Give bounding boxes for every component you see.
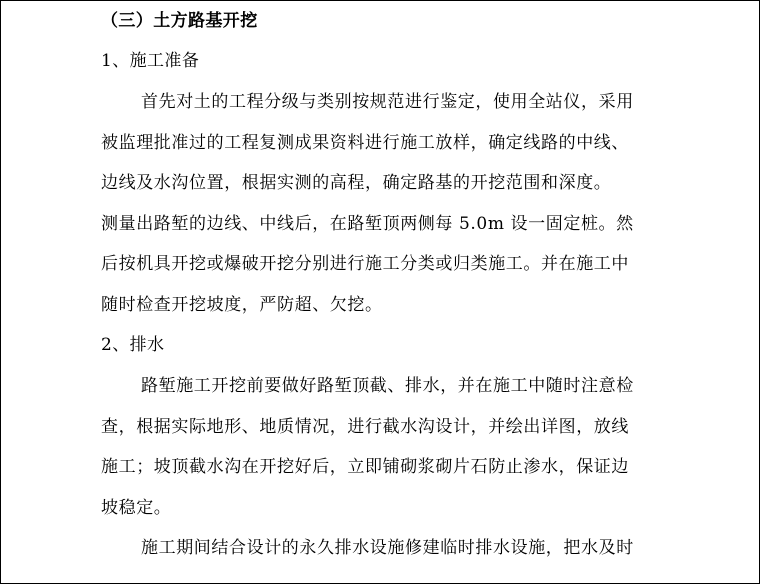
subsection-title-drainage: 2、排水 [101, 335, 165, 355]
paragraph-line: 随时检查开挖坡度，严防超、欠挖。 [101, 294, 383, 315]
paragraph-preparation [101, 82, 661, 325]
paragraph-line: 测量出路堑的边线、中线后，在路堑顶两侧每 5.0m 设一固定桩。然 [101, 213, 634, 234]
paragraph-drainage-1 [101, 366, 661, 528]
paragraph-line: 路堑施工开挖前要做好路堑顶截、排水，并在施工中随时注意检 [141, 376, 634, 396]
document-content [101, 1, 661, 569]
subsection-title-preparation: 1、施工准备 [101, 51, 200, 71]
paragraph-line: 后按机具开挖或爆破开挖分别进行施工分类或归类施工。并在施工中 [101, 254, 629, 274]
paragraph-line: 查，根据实际地形、地质情况，进行截水沟设计，并绘出详图，放线 [101, 416, 629, 437]
paragraph-line: 首先对土的工程分级与类别按规范进行鉴定，使用全站仪，采用 [141, 92, 634, 112]
paragraph-line: 施工；坡顶截水沟在开挖好后，立即铺砌浆砌片石防止渗水，保证边 [101, 457, 629, 477]
paragraph-line: 坡稳定。 [101, 497, 172, 518]
paragraph-drainage-2 [101, 528, 661, 569]
paragraph-line: 被监理批准过的工程复测成果资料进行施工放样，确定线路的中线、 [101, 132, 629, 153]
paragraph-line: 施工期间结合设计的永久排水设施修建临时排水设施，把水及时 [141, 538, 634, 558]
paragraph-line: 边线及水沟位置，根据实测的高程，确定路基的开挖范围和深度。 [101, 173, 612, 193]
section-title: （三）土方路基开挖 [101, 11, 258, 31]
